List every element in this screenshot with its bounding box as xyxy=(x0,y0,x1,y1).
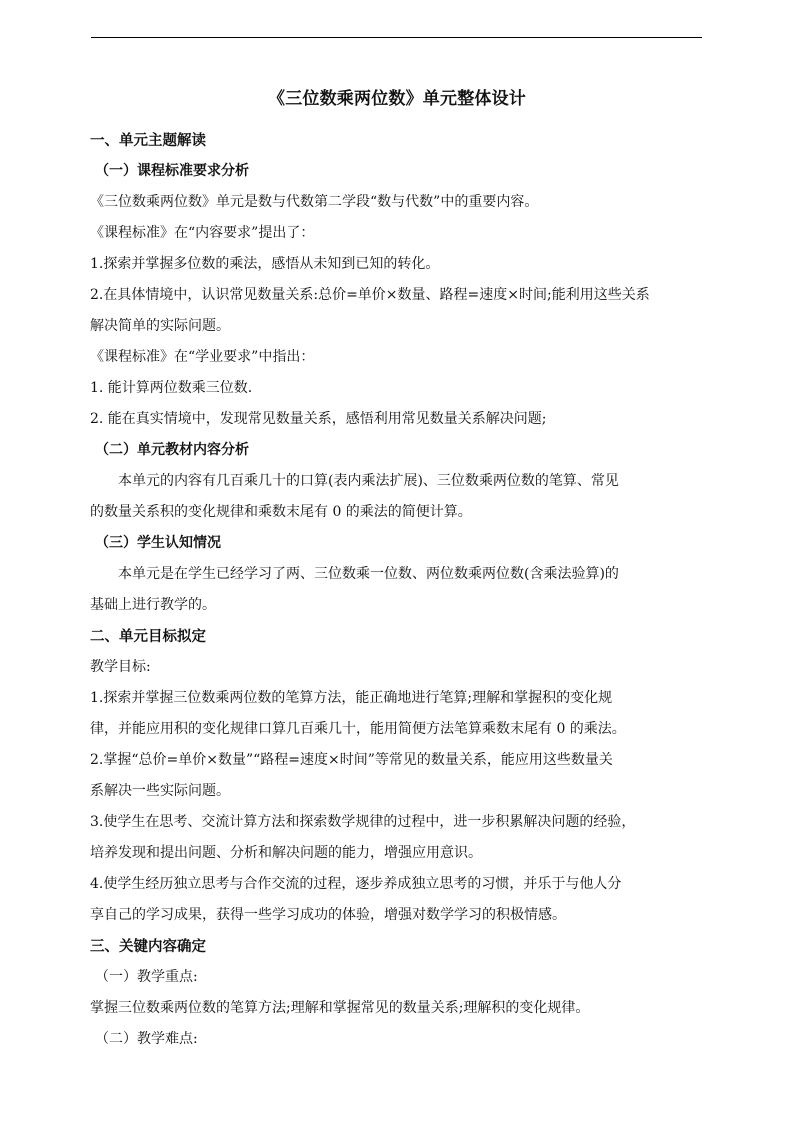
section-heading-1: 一、单元主题解读 xyxy=(90,132,206,149)
paragraph: 1.探索并掌握多位数的乘法，感悟从未知到已知的转化。 xyxy=(90,256,440,272)
paragraph: 掌握三位数乘两位数的笔算方法;理解和掌握常见的数量关系;理解积的变化规律。 xyxy=(90,1000,590,1016)
document-title: 《三位数乘两位数》单元整体设计 xyxy=(268,89,526,109)
section-heading-2: 二、单元目标拟定 xyxy=(90,628,206,645)
subsection-heading-3-2: （二）教学难点: xyxy=(95,1031,198,1047)
paragraph: 2. 能在真实情境中，发现常见数量关系，感悟利用常见数量关系解决问题; xyxy=(90,411,547,427)
paragraph: 本单元是在学生已经学习了两、三位数乘一位数、两位数乘两位数(含乘法验算)的 xyxy=(118,566,619,582)
paragraph: 《三位数乘两位数》单元是数与代数第二学段“数与代数”中的重要内容。 xyxy=(90,194,539,210)
paragraph: 本单元的内容有几百乘几十的口算(表内乘法扩展)、三位数乘两位数的笔算、常见 xyxy=(118,473,619,489)
goal-item: 4.使学生经历独立思考与合作交流的过程，逐步养成独立思考的习惯，并乐于与他人分 xyxy=(90,876,622,892)
goal-item: 律，并能应用积的变化规律口算几百乘几十，能用简便方法笔算乘数末尾有 0 的乘法。 xyxy=(90,721,626,737)
paragraph: 《课程标准》在“内容要求”提出了： xyxy=(90,225,315,241)
goal-item: 享自己的学习成果，获得一些学习成功的体验，增强对数学学习的积极情感。 xyxy=(90,907,566,923)
section-heading-3: 三、关键内容确定 xyxy=(90,938,206,955)
subsection-heading-1-2: （二）单元教材内容分析 xyxy=(95,442,249,458)
subsection-heading-3-1: （一）教学重点: xyxy=(95,969,198,985)
document-body xyxy=(90,86,704,1055)
header-rule xyxy=(91,37,702,38)
paragraph: 基础上进行教学的。 xyxy=(90,597,216,613)
paragraph: 教学目标: xyxy=(90,659,151,675)
goal-item: 1.探索并掌握三位数乘两位数的笔算方法，能正确地进行笔算;理解和掌握积的变化规 xyxy=(90,690,613,706)
goal-item: 培养发现和提出问题、分析和解决问题的能力，增强应用意识。 xyxy=(90,845,482,861)
paragraph: 的数量关系积的变化规律和乘数末尾有 0 的乘法的简便计算。 xyxy=(90,504,472,520)
goal-item: 2.掌握“总价=单价×数量”“路程=速度×时间”等常见的数量关系，能应用这些数量关 xyxy=(90,752,613,768)
paragraph: 《课程标准》在“学业要求”中指出： xyxy=(90,349,315,365)
subsection-heading-1-1: （一）课程标准要求分析 xyxy=(95,163,249,179)
paragraph: 解决简单的实际问题。 xyxy=(90,318,230,334)
subsection-heading-1-3: （三）学生认知情况 xyxy=(95,535,221,551)
goal-item: 3.使学生在思考、交流计算方法和探索数学规律的过程中，进一步积累解决问题的经验， xyxy=(90,814,636,830)
paragraph: 2.在具体情境中，认识常见数量关系:总价=单价×数量、路程=速度×时间;能利用这些关系 xyxy=(90,287,650,303)
goal-item: 系解决一些实际问题。 xyxy=(90,783,230,799)
paragraph: 1. 能计算两位数乘三位数. xyxy=(90,380,253,396)
